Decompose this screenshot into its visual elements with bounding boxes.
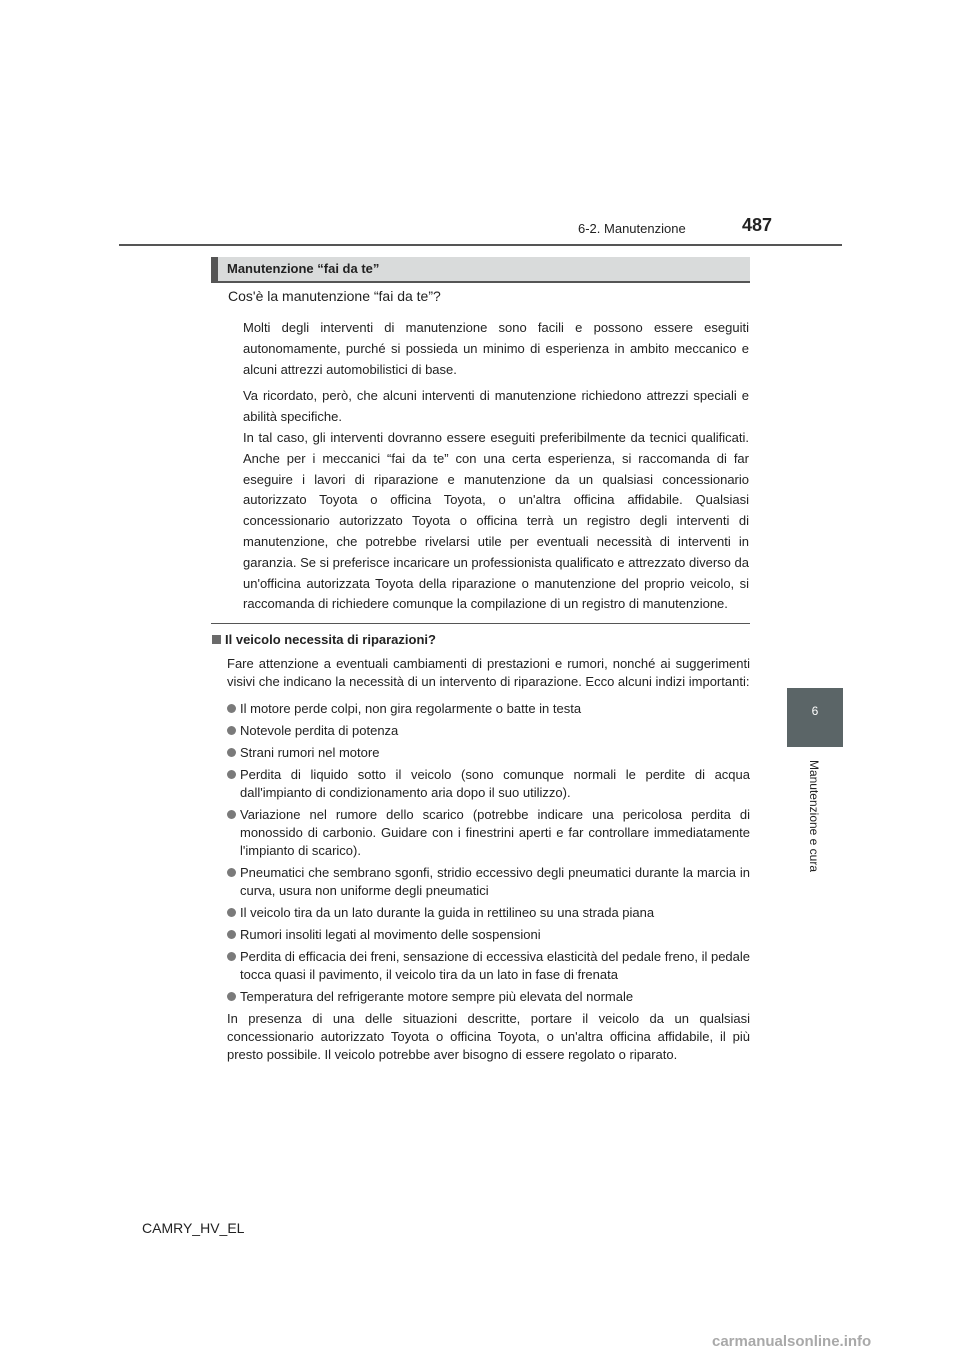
box-title: Manutenzione “fai da te” xyxy=(227,261,380,276)
list-item: Perdita di efficacia dei freni, sensazione di eccessiva elasticità del pedale freno, il pedale tocca quasi il pavimento, il veicolo tira da un lato in fase di frenata xyxy=(227,948,750,984)
page-number: 487 xyxy=(742,215,773,235)
repair-heading-text: Il veicolo necessita di riparazioni? xyxy=(225,632,436,647)
bullet-dot-icon xyxy=(227,952,236,961)
list-item: Il veicolo tira da un lato durante la guida in rettilineo su una strada piana xyxy=(227,904,750,922)
footer-model-code: CAMRY_HV_EL xyxy=(142,1220,245,1236)
list-item: Pneumatici che sembrano sgonfi, stridio eccessivo degli pneumatici durante la marcia in curva, usura non uniforme degli pneumatici xyxy=(227,864,750,900)
bullet-dot-icon xyxy=(227,726,236,735)
header-rule xyxy=(119,244,842,246)
box-question: Cos'è la manutenzione “fai da te”? xyxy=(228,288,441,304)
bullet-dot-icon xyxy=(227,748,236,757)
list-item: Il motore perde colpi, non gira regolarmente o batte in testa xyxy=(227,700,750,718)
bullet-dot-icon xyxy=(227,868,236,877)
box-header xyxy=(211,257,750,283)
list-item: Strani rumori nel motore xyxy=(227,744,750,762)
chapter-title: Manutenzione e cura xyxy=(807,759,821,873)
list-item: Temperatura del refrigerante motore sempre più elevata del normale xyxy=(227,988,750,1006)
list-item: Notevole perdita di potenza xyxy=(227,722,750,740)
list-item: Variazione nel rumore dello scarico (potrebbe indicare una pericolosa perdita di monossido di carbonio. Guidare con i finestrini aperti e far controllare immediatamente l'impianto di scarico). xyxy=(227,806,750,860)
box-header-accent xyxy=(211,257,218,281)
chapter-number: 6 xyxy=(811,704,819,718)
bullet-dot-icon xyxy=(227,992,236,1001)
box-paragraph: In tal caso, gli interventi dovranno essere eseguiti preferibilmente da tecnici qualificati. Anche per i meccanici “fai da te” con una certa esperienza, si raccomanda di far eseguire i lavori di riparazione e manutenzione da un qualsiasi concessionario autorizzato Toyota o officina Toyota, o un'altra officina affidabile. Qualsiasi concessionario autorizzato Toyota o officina terrà un registro degli interventi di manutenzione, che potrebbe rivelarsi utile per eventuali necessità di interventi in garanzia. Se si preferisce incaricare un professionista qualificato e attrezzato diverso da un'officina autorizzata Toyota della riparazione o manutenzione del proprio veicolo, si raccomanda di richiedere comunque la compilazione di un registro di manutenzione. xyxy=(243,429,749,612)
box-body xyxy=(243,318,749,621)
repair-content xyxy=(227,655,750,1064)
repair-heading xyxy=(212,632,436,647)
footer-watermark: carmanualsonline.info xyxy=(712,1333,872,1350)
list-item: Perdita di liquido sotto il veicolo (sono comunque normali le perdite di acqua dall'impianto di condizionamento aria dopo il suo utilizzo). xyxy=(227,766,750,802)
repair-bullet-list xyxy=(227,700,750,1006)
repair-closing: In presenza di una delle situazioni descritte, portare il veicolo da un qualsiasi concessionario autorizzato Toyota o officina Toyota, o un'altra officina affidabile, il più presto possibile. Il veicolo potrebbe aver bisogno di essere regolato o riparato. xyxy=(227,1011,750,1062)
square-bullet-icon xyxy=(212,635,221,644)
chapter-side-label xyxy=(806,757,822,877)
bullet-dot-icon xyxy=(227,770,236,779)
bullet-dot-icon xyxy=(227,930,236,939)
bullet-dot-icon xyxy=(227,704,236,713)
list-item: Rumori insoliti legati al movimento delle sospensioni xyxy=(227,926,750,944)
box-paragraph: Molti degli interventi di manutenzione sono facili e possono essere eseguiti autonomamente, purché si possieda un minimo di esperienza in ambito meccanico e alcuni attrezzi automobilistici di base. xyxy=(243,320,749,377)
chapter-tab xyxy=(787,688,843,747)
header-section-title: 6-2. Manutenzione xyxy=(578,221,686,236)
bullet-dot-icon xyxy=(227,810,236,819)
box-bottom-rule xyxy=(211,623,750,624)
bullet-dot-icon xyxy=(227,908,236,917)
box-paragraph: Va ricordato, però, che alcuni interventi di manutenzione richiedono attrezzi speciali e abilità specifiche. xyxy=(243,388,749,425)
repair-intro: Fare attenzione a eventuali cambiamenti di prestazioni e rumori, nonché ai suggerimenti visivi che indicano la necessità di un intervento di riparazione. Ecco alcuni indizi importanti: xyxy=(227,656,750,689)
